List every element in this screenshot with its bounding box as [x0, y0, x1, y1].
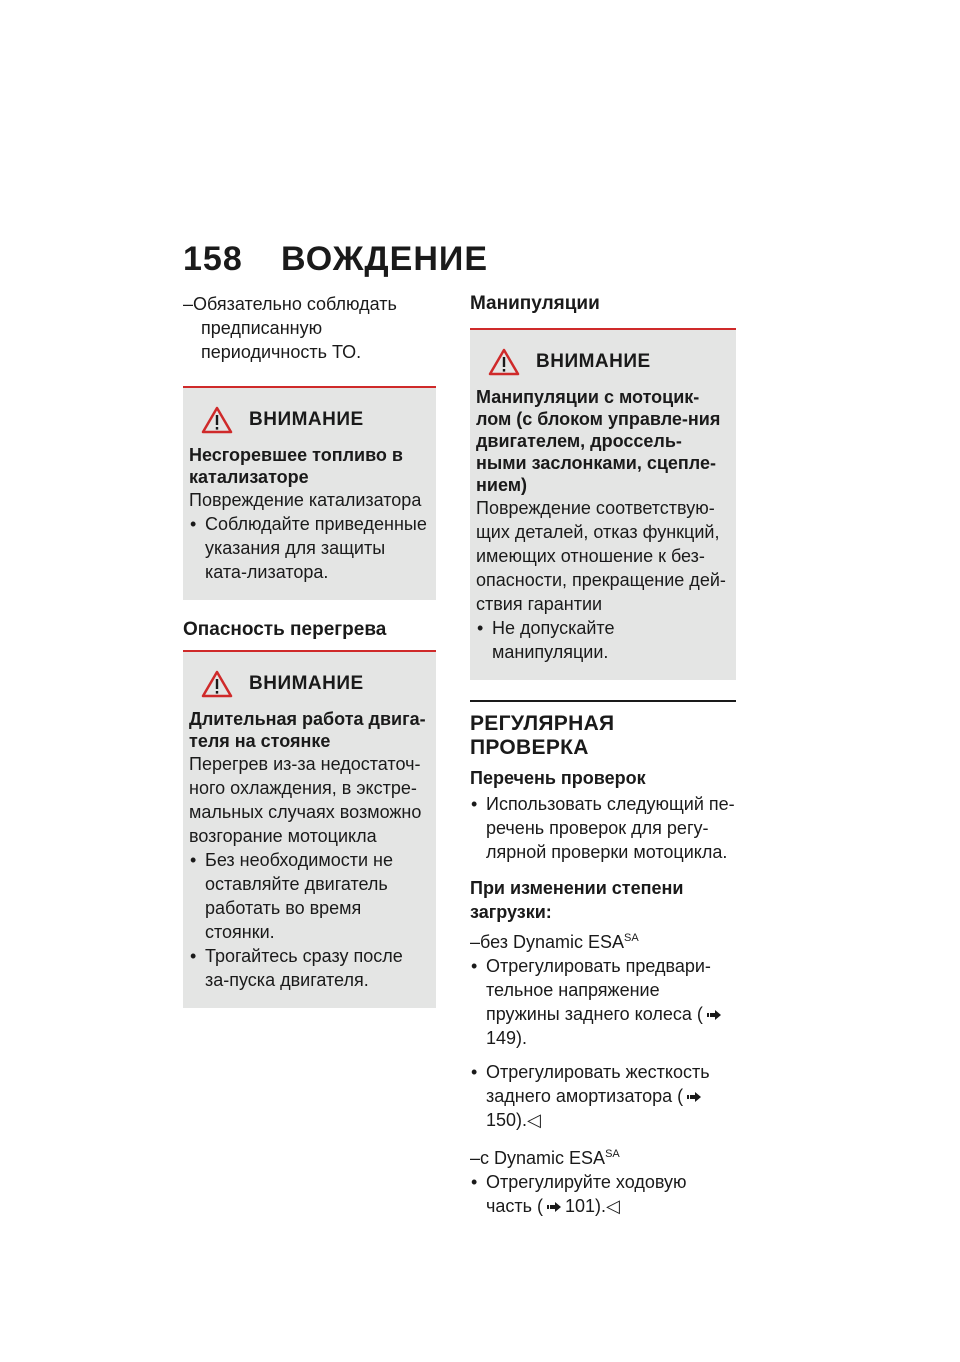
checklist-subtitle: Перечень проверок — [470, 768, 646, 788]
warning-bullet: • Без необходимости не оставляйте двигатель работать во время стоянки. — [190, 850, 393, 942]
page-reference-arrow-icon — [707, 1010, 721, 1020]
warning-box-catalyst — [183, 386, 436, 600]
load-change-subtitle: При изменении степени загрузки: — [470, 878, 684, 922]
warning-body: Перегрев из-за недостаточ-ного охлаждения, в экстре-мальных случаях возможно возгорание мотоцикла — [189, 754, 422, 846]
page-header — [183, 240, 488, 279]
section-manipulation-title: Манипуляции — [470, 293, 600, 314]
dash-item-without-esa: –без Dynamic $ESA^{SA}$ — [470, 932, 639, 952]
warning-box-manipulation — [470, 328, 736, 680]
warning-heading: Длительная работа двига-теля на стоянке — [189, 709, 426, 751]
adjust-damping-bullet: • Отрегулировать жесткость заднего амортизатора (150).◁ — [471, 1062, 710, 1130]
adjust-chassis-bullet: • Отрегулируйте ходовую часть ( 101).◁ — [471, 1172, 687, 1216]
page-number: 158 — [183, 240, 243, 278]
left-column — [183, 292, 436, 1008]
section-divider — [470, 700, 736, 702]
section-title: ВОЖДЕНИЕ — [281, 240, 489, 278]
warning-title: ВНИМАНИЕ — [249, 673, 364, 694]
warning-triangle-icon — [201, 406, 233, 434]
warning-heading: Манипуляции с мотоцик-лом (с блоком управле-ния двигателем, дроссель-ными заслонками, сцепле-нием) — [476, 387, 721, 495]
warning-heading: Несгоревшее топливо в катализаторе — [189, 445, 403, 487]
intro-line1: Обязательно соблюдать — [193, 294, 397, 314]
section-overheat-title: Опасность перегрева — [183, 619, 387, 640]
warning-bullet: • Соблюдайте приведенные указания для защиты ката-лизатора. — [190, 514, 427, 582]
warning-bullet: • Не допускайте манипуляции. — [477, 618, 615, 662]
page-reference-arrow-icon — [547, 1202, 561, 1212]
warning-header — [201, 406, 428, 434]
warning-title: ВНИМАНИЕ — [249, 409, 364, 430]
warning-header — [201, 670, 428, 698]
intro-line2: предписанную периодичность ТО. — [201, 318, 362, 362]
page-reference-link[interactable]: 101).◁ — [565, 1196, 620, 1216]
intro-dash-item: –Обязательно соблюдать предписанную периодичность ТО. — [183, 292, 436, 364]
warning-triangle-icon — [201, 670, 233, 698]
warning-body: Повреждение катализатора — [189, 490, 422, 510]
adjust-preload-bullet: • Отрегулировать предвари-тельное напряжение пружины заднего колеса (149). — [470, 954, 736, 1050]
right-column — [470, 292, 736, 1218]
warning-triangle-icon — [488, 348, 520, 376]
dash-item-with-esa: –с Dynamic $ESA^{SA}$ — [470, 1148, 620, 1168]
warning-bullet: • Трогайтесь сразу после за-пуска двигателя. — [190, 946, 403, 990]
page-reference-arrow-icon — [687, 1092, 701, 1102]
page-reference-link[interactable]: 149). — [486, 1028, 528, 1048]
page-reference-link[interactable]: 150).◁ — [486, 1110, 541, 1130]
regular-check-title: РЕГУЛЯРНАЯ ПРОВЕРКА — [470, 712, 615, 759]
warning-box-overheat — [183, 650, 436, 1008]
checklist-bullet: • Использовать следующий пе-речень проверок для регу-лярной проверки мотоцикла. — [471, 794, 735, 862]
warning-title: ВНИМАНИЕ — [536, 351, 651, 372]
warning-header — [488, 348, 728, 376]
warning-body: Повреждение соответствую-щих деталей, отказ функций, имеющих отношение к без-опасности, прекращение дей-ствия гарантии — [476, 498, 726, 614]
